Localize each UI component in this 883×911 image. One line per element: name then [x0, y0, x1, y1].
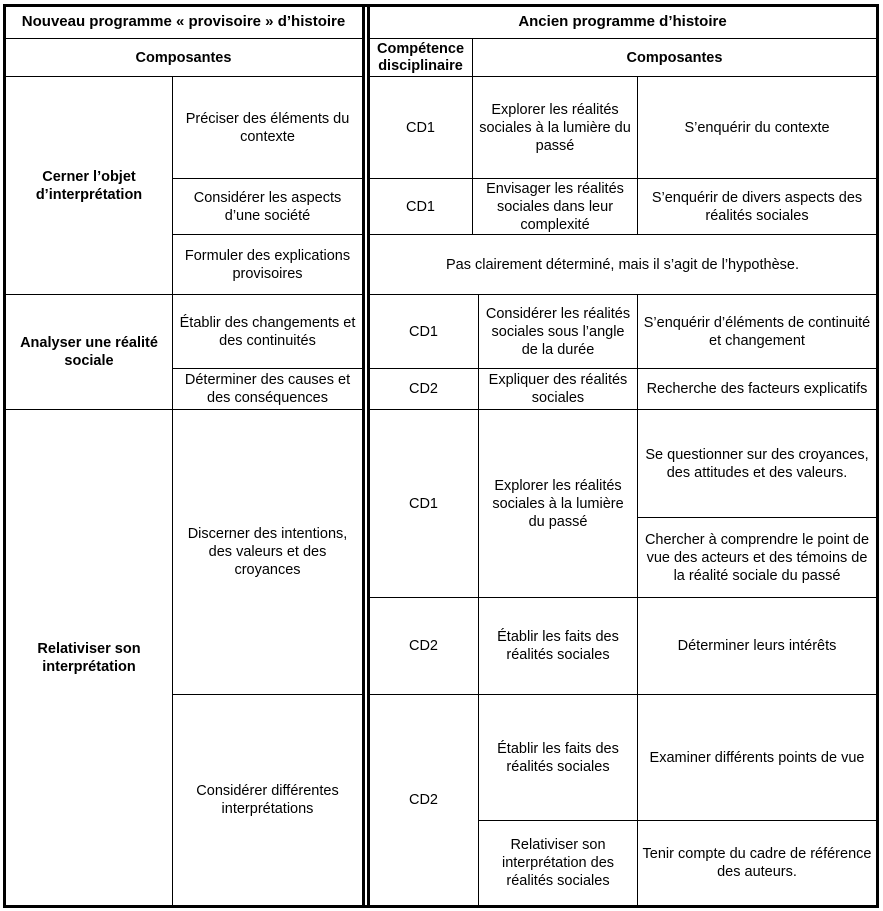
left-item: Discerner des intentions, des valeurs et des croyances [187, 526, 348, 578]
left-item: Considérer différentes interprétations [196, 783, 339, 817]
right-composante: Relativiser son interprétation des réalités sociales [501, 837, 615, 889]
cd-cell: CD2 [408, 381, 438, 397]
right-detail: Se questionner sur des croyances, des attitudes et des valeurs. [645, 446, 869, 481]
right-header-composantes: Composantes [626, 49, 723, 66]
group-label-cerner: Cerner l’objet d’interprétation [35, 168, 143, 203]
right-detail: S’enquérir de divers aspects des réalités sociales [651, 189, 863, 224]
right-detail: Examiner différents points de vue [649, 749, 865, 766]
cd-cell: CD1 [408, 495, 438, 512]
cd-cell: CD2 [408, 638, 438, 654]
left-item: Considérer les aspects d’une société [193, 189, 342, 224]
merged-hypothese-cell: Pas clairement déterminé, mais il s’agit de l’hypothèse. [446, 256, 799, 273]
left-title: Nouveau programme « provisoire » d’histoire [21, 13, 346, 30]
left-item: Formuler des explications provisoires [184, 247, 351, 282]
right-composante: Explorer les réalités sociales à la lumière du passé [492, 477, 624, 530]
double-divider-left [362, 4, 365, 908]
right-composante: Explorer les réalités sociales à la lumière du passé [479, 101, 631, 154]
right-detail: Chercher à comprendre le point de vue des acteurs et des témoins de la réalité sociale du passé [644, 531, 870, 584]
cd-cell: CD1 [408, 323, 438, 340]
right-composante: Expliquer des réalités sociales [488, 372, 628, 406]
right-composante: Établir les faits des réalités sociales [497, 629, 619, 663]
table-right-border [876, 4, 879, 908]
group-label-relativiser: Relativiser son interprétation [37, 640, 141, 675]
cd-cell: CD2 [408, 792, 438, 808]
right-header-competence: Compétence disciplinaire [376, 40, 465, 74]
right-composante: Établir les faits des réalités sociales [497, 740, 619, 775]
right-detail: S’enquérir d’éléments de continuité et changement [643, 314, 871, 349]
left-item: Déterminer des causes et des conséquences [184, 372, 351, 406]
cd-cell: CD1 [405, 198, 435, 215]
right-composante: Envisager les réalités sociales dans leur complexité [486, 180, 624, 233]
table-left-border [3, 4, 6, 908]
right-detail: Déterminer leurs intérêts [677, 638, 837, 654]
right-detail: Tenir compte du cadre de référence des auteurs. [642, 846, 872, 880]
left-item: Préciser des éléments du contexte [185, 110, 350, 145]
left-item: Établir des changements et des continuités [179, 314, 356, 349]
cd-cell: CD1 [405, 119, 435, 136]
right-detail: S’enquérir du contexte [684, 119, 830, 136]
right-title: Ancien programme d’histoire [518, 13, 727, 30]
group-label-analyser: Analyser une réalité sociale [20, 335, 158, 369]
table-bottom-border [3, 905, 879, 908]
right-detail: Recherche des facteurs explicatifs [646, 381, 868, 397]
right-composante: Considérer les réalités sociales sous l’angle de la durée [485, 305, 631, 358]
left-header-composantes: Composantes [135, 49, 232, 66]
